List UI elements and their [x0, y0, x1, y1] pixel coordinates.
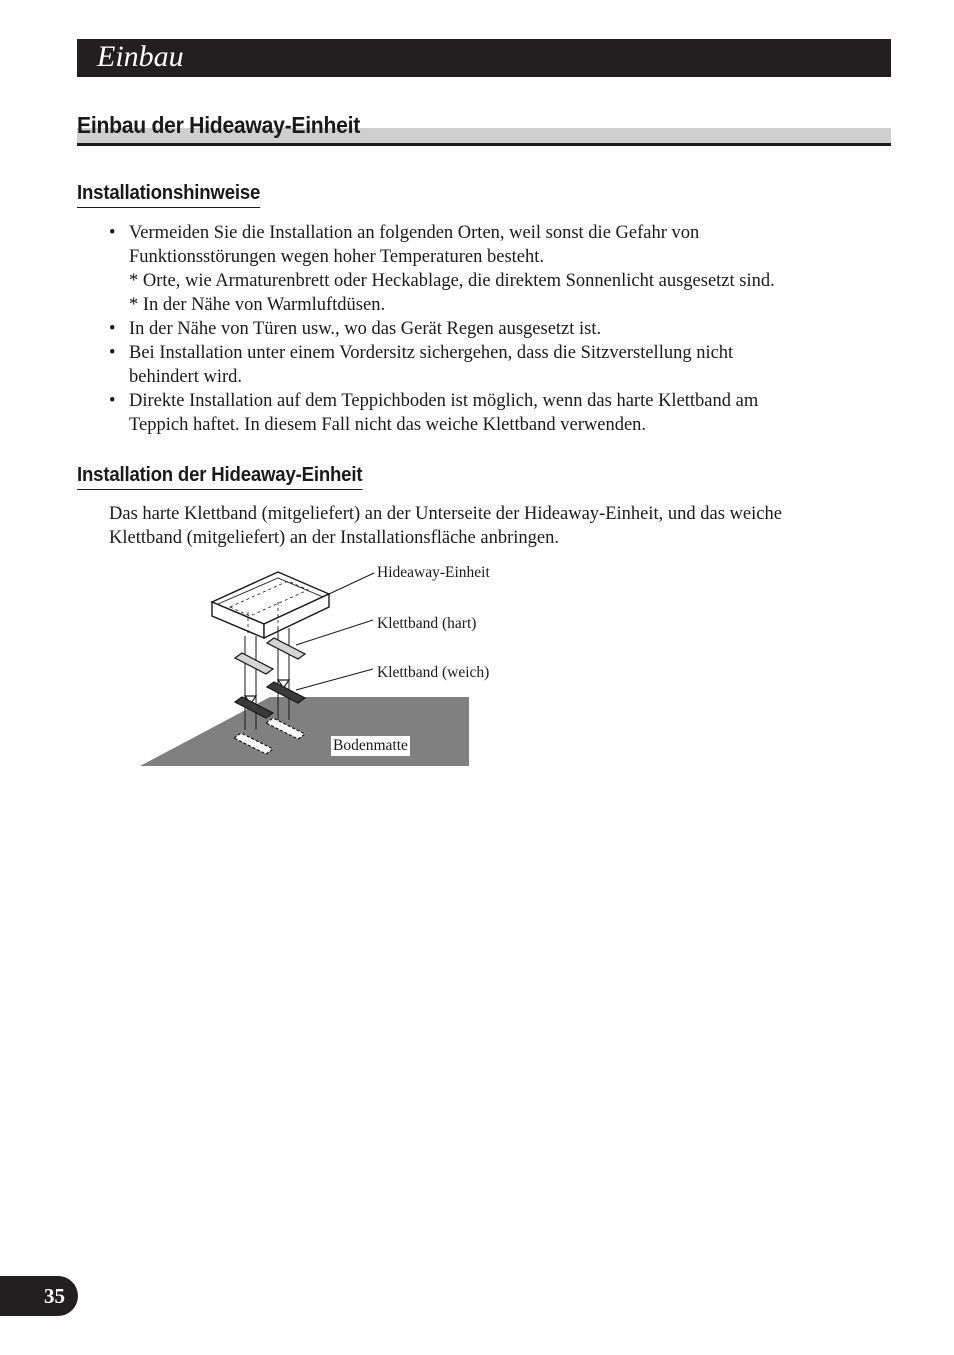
label-hard-velcro: Klettband (hart) — [377, 615, 477, 632]
heading-rule — [77, 143, 891, 146]
floor-mat-shape — [140, 697, 469, 766]
list-item: • Direkte Installation auf dem Teppichboden ist möglich, wenn das harte Klettband am Teppich haftet. In diesem Fall nicht das weiche Klettband verwenden. — [109, 391, 759, 435]
section-banner — [77, 39, 891, 77]
label-unit: Hideaway-Einheit — [377, 564, 490, 581]
install-paragraph: Das harte Klettband (mitgeliefert) an der Unterseite der Hideaway-Einheit, und das weiche Klettband (mitgeliefert) an der Installationsfläche anbringen. — [109, 504, 782, 548]
page-number: 35 — [44, 1284, 65, 1308]
installation-diagram — [138, 560, 538, 770]
list-item: • Bei Installation unter einem Vordersitz sichergehen, dass die Sitzverstellung nicht behindert wird. — [109, 343, 734, 387]
subheading-installation-notes: Installationshinweise — [77, 180, 260, 208]
list-item: • Vermeiden Sie die Installation an folgenden Orten, weil sonst die Gefahr von Funktionsstörungen wegen hoher Temperaturen besteht. * Orte, wie Armaturenbrett oder Heckablage, die direktem Sonnenlicht ausgesetzt sind. * In der Nähe von Warmluftdüsen. — [109, 223, 775, 315]
section-title: Einbau — [97, 40, 184, 73]
unit-box-shape — [212, 572, 329, 638]
bullet-icon: • — [109, 343, 116, 363]
label-floor-mat: Bodenmatte — [333, 737, 408, 754]
subheading-installation-unit: Installation der Hideaway-Einheit — [77, 462, 362, 490]
list-item: • In der Nähe von Türen usw., wo das Gerät Regen ausgesetzt ist. — [109, 319, 602, 339]
main-heading — [77, 110, 891, 147]
main-heading-text: Einbau der Hideaway-Einheit — [77, 112, 360, 138]
bullet-icon: • — [109, 319, 116, 339]
installation-notes-list — [109, 221, 889, 437]
bullet-icon: • — [109, 391, 116, 411]
page-number-tab — [0, 1276, 78, 1316]
label-soft-velcro: Klettband (weich) — [377, 664, 490, 681]
bullet-icon: • — [109, 223, 116, 243]
